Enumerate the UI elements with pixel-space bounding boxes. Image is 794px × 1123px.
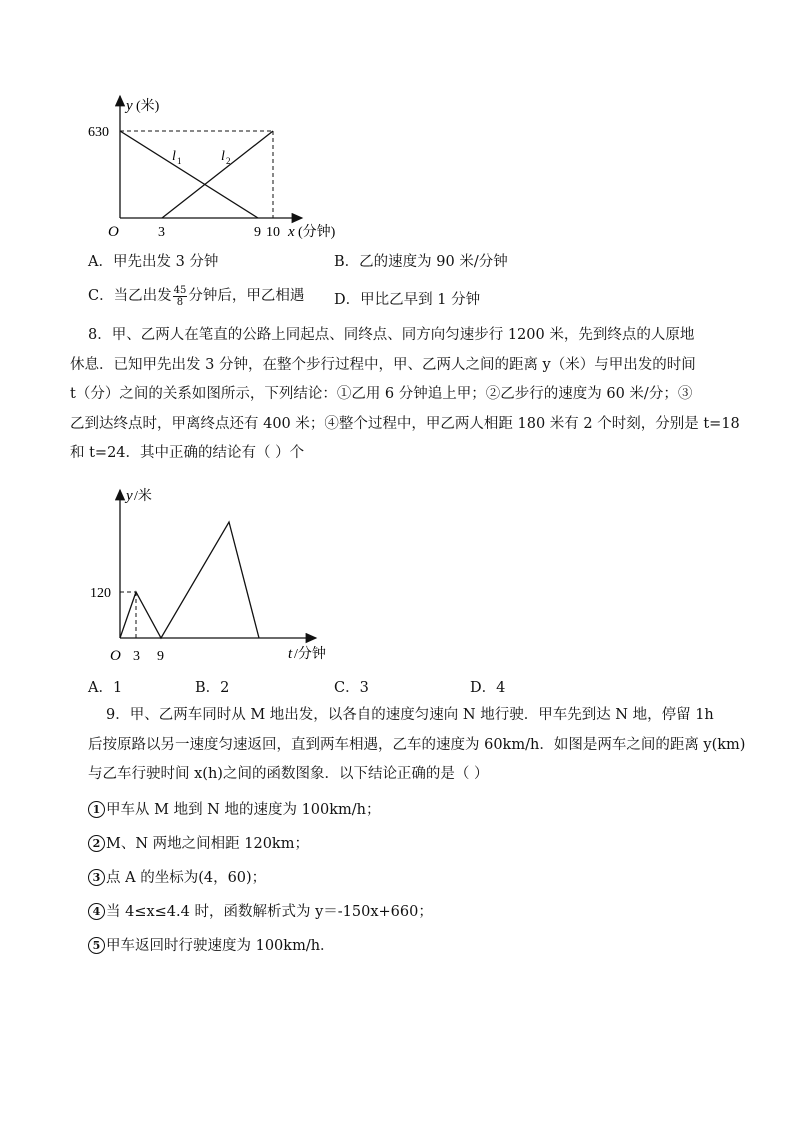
y-unit: (米)	[136, 99, 160, 114]
question-9	[88, 701, 746, 790]
q9-line-3: 与乙车行驶时间 x(h)之间的函数图象．以下结论正确的是（ ）	[88, 766, 489, 782]
x-tick-3: 3	[133, 649, 140, 664]
statement-text: 当 4≤x≤4.4 时，函数解析式为 y＝-150x+660；	[106, 904, 433, 920]
q9-statement	[88, 832, 433, 866]
x-tick-10: 10	[266, 225, 280, 240]
statement-text: 甲车返回时行驶速度为 100km/h．	[106, 938, 335, 954]
circled-number: 4	[88, 903, 105, 920]
y-value-630: 630	[88, 125, 109, 140]
l1-sub: 1	[177, 156, 182, 166]
q8-line-5: 和 t=24．其中正确的结论有（ ）个	[70, 445, 305, 461]
q8-line-1: 8．甲、乙两人在笔直的公路上同起点、同终点、同方向匀速步行 1200 米，先到终点的人原地	[88, 327, 695, 343]
circled-number: 2	[88, 835, 105, 852]
q8-option-c[interactable]: C．3	[334, 680, 369, 696]
q9-statement	[88, 798, 433, 832]
q7-option-c[interactable]	[88, 284, 304, 308]
statement-text: 甲车从 M 地到 N 地的速度为 100km/h；	[106, 802, 381, 818]
q8-line-4: 乙到达终点时，甲离终点还有 400 米；④整个过程中，甲乙两人相距 180 米有 2 个时刻，分别是 t=18	[70, 415, 740, 432]
circled-number: 1	[88, 801, 105, 818]
q8-option-d[interactable]: D．4	[470, 680, 506, 696]
y-value-120: 120	[90, 586, 111, 601]
q8-option-a[interactable]: A．1	[88, 680, 123, 696]
q7-option-c-pre: C．当乙出发	[88, 288, 172, 304]
x-tick-9: 9	[157, 649, 164, 664]
graph-1	[80, 88, 370, 248]
y-unit: /米	[134, 489, 152, 504]
y-label: y	[126, 488, 133, 504]
statement-text: 点 A 的坐标为(4，60)；	[106, 870, 267, 886]
fraction-numerator: 45	[173, 284, 187, 296]
q8-line-3: t（分）之间的关系如图所示，下列结论：①乙用 6 分钟追上甲；②乙步行的速度为 60 米/分；③	[70, 386, 693, 402]
circled-number: 3	[88, 869, 105, 886]
q7-option-d[interactable]: D．甲比乙早到 1 分钟	[334, 292, 481, 308]
fraction-45-8	[173, 285, 188, 308]
q9-statement	[88, 900, 433, 934]
q9-line-2: 后按原路以另一速度匀速返回，直到两车相遇，乙车的速度为 60km/h．如图是两车之间的距离 y(km)	[88, 736, 746, 753]
x-unit: /分钟	[294, 647, 326, 662]
x-unit: (分钟)	[298, 225, 336, 240]
x-tick-9: 9	[254, 225, 261, 240]
graph-2	[80, 478, 380, 670]
x-label: x	[288, 224, 295, 240]
statement-text: M、N 两地之间相距 120km；	[106, 836, 309, 852]
q7-option-c-post: 分钟后，甲乙相遇	[188, 288, 305, 304]
x-tick-3: 3	[158, 225, 165, 240]
x-label: t	[288, 646, 293, 662]
q8-option-b[interactable]: B．2	[195, 680, 230, 696]
l2-sub: 2	[226, 156, 231, 166]
origin-label: O	[108, 224, 119, 240]
q7-option-a[interactable]: A．甲先出发 3 分钟	[88, 254, 219, 270]
circled-number: 5	[88, 937, 105, 954]
q9-statement	[88, 934, 433, 968]
l1-label: l	[172, 149, 176, 164]
l2-label: l	[221, 149, 225, 164]
q8-line-2: 休息．已知甲先出发 3 分钟，在整个步行过程中，甲、乙两人之间的距离 y（米）与甲出发的时间	[70, 356, 696, 373]
line-l2	[162, 131, 273, 218]
question-8	[70, 321, 740, 469]
fraction-denominator: 8	[176, 296, 184, 308]
distance-line	[120, 522, 259, 638]
y-label: y	[126, 98, 133, 114]
q9-statement-list	[88, 798, 433, 968]
q7-option-b[interactable]: B．乙的速度为 90 米/分钟	[334, 254, 508, 270]
origin-label: O	[110, 648, 121, 664]
q9-statement	[88, 866, 433, 900]
q9-line-1: 9．甲、乙两车同时从 M 地出发，以各自的速度匀速向 N 地行驶．甲车先到达 N 地，停留 1h	[106, 707, 714, 723]
line-l1	[120, 131, 258, 218]
